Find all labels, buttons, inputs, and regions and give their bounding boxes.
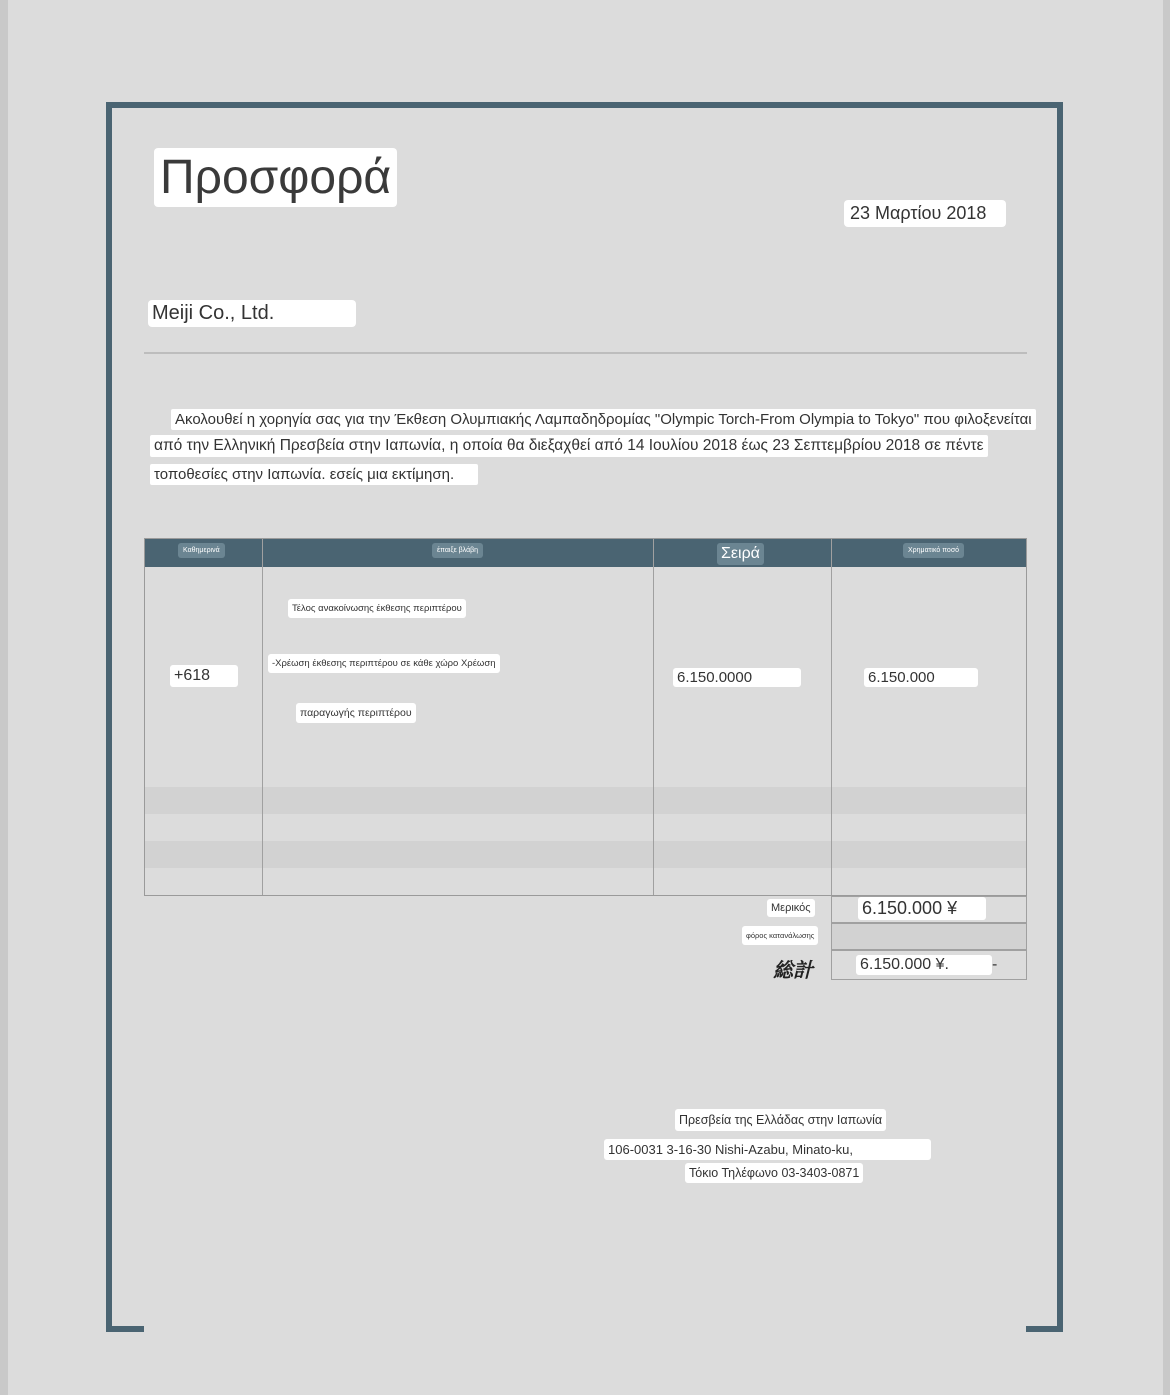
frame-left-border [106,102,112,1332]
header-unit-price: Σειρά [717,543,764,565]
recipient-company: Meiji Co., Ltd. [148,300,356,327]
total-value: 6.150.000 ¥. [856,955,992,975]
column-divider [653,539,654,895]
header-quantity: Καθημερινά [178,543,225,558]
frame-right-border [1057,102,1063,1332]
column-divider [831,539,832,895]
frame-bottom-left-corner [106,1326,144,1332]
row-unit-price: 6.150.0000 [673,668,801,687]
header-divider [144,352,1027,354]
tax-row [831,923,1027,950]
intro-line-2: από την Ελληνική Πρεσβεία στην Ιαπωνία, η οποία θα διεξαχθεί από 14 Ιουλίου 2018 έως 23 Σεπτεμβρίου 2018 σε πέντε [150,435,988,457]
issuer-name: Πρεσβεία της Ελλάδας στην Ιαπωνία [675,1109,886,1131]
document-date: 23 Μαρτίου 2018 [844,200,1006,227]
issuer-phone: Τόκιο Τηλέφωνο 03-3403-0871 [685,1163,863,1183]
table-row-empty [145,841,1026,868]
intro-line-1: Ακολουθεί η χορηγία σας για την Έκθεση Ολυμπιακής Λαμπαδηδρομίας "Olympic Torch-From Olympia to Tokyo" που φιλοξενείται [171,409,1036,430]
subtotal-value: 6.150.000 ¥ [858,897,986,920]
frame-top-border [106,102,1063,108]
header-amount: Χρηματικό ποσό [903,543,964,558]
table-header [145,539,1026,567]
quote-table [144,538,1027,896]
total-label: 総計 [773,960,813,982]
document-title: Προσφορά [154,148,397,207]
intro-line-3: τοποθεσίες στην Ιαπωνία. εσείς μια εκτίμηση. [150,464,478,485]
frame-bottom-right-corner [1026,1326,1063,1332]
table-row-empty [145,787,1026,814]
table-row-empty [145,814,1026,841]
issuer-address: 106-0031 3-16-30 Nishi-Azabu, Minato-ku, [604,1139,931,1160]
row-amount: 6.150.000 [864,668,978,687]
column-divider [262,539,263,895]
header-description: έπαιξε βλάβη [432,543,483,558]
row-description-line-2: -Χρέωση έκθεσης περιπτέρου σε κάθε χώρο Χρέωση [268,654,500,673]
row-quantity: +618 [170,665,238,687]
row-description-line-1: Τέλος ανακοίνωσης έκθεσης περιπτέρου [288,599,466,618]
subtotal-label: Μερικός [767,899,815,917]
table-row-empty [145,868,1026,895]
total-suffix: - [992,956,998,973]
row-description-line-3: παραγωγής περιπτέρου [296,703,416,723]
tax-label: φόρος κατανάλωσης [742,926,818,945]
